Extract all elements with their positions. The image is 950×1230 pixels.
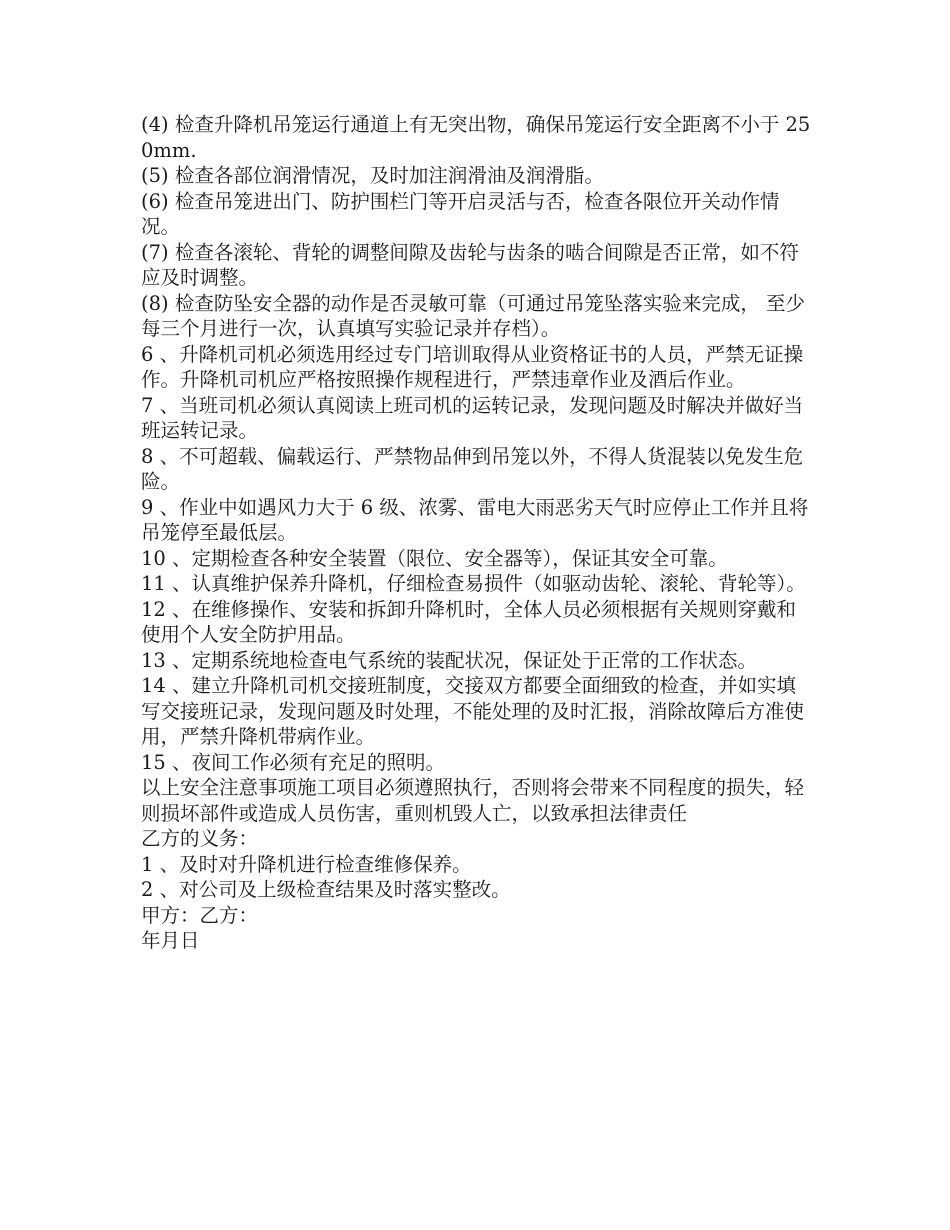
rule-10: 10 、定期检查各种安全装置（限位、安全器等），保证其安全可靠。 <box>141 546 728 570</box>
date-line: 年月日 <box>141 929 200 952</box>
signature-line: 甲方：乙方： <box>141 903 259 927</box>
rule-9: 9 、作业中如遇风力大于 6 级、浓雾、雷电大雨恶劣天气时应停止工作并且将吊笼停至最低层。 <box>141 495 809 544</box>
rule-15: 15 、夜间工作必须有充足的照明。 <box>141 750 446 774</box>
inspection-item-7: (7) 检查各滚轮、背轮的调整间隙及齿轮与齿条的啮合间隙是否正常，如不符应及时调整。 <box>141 240 799 289</box>
rule-6: 6 、升降机司机必须选用经过专门培训取得从业资格证书的人员，严禁无证操作。升降机司机应严格按照操作规程进行，严禁违章作业及酒后作业。 <box>141 342 804 391</box>
inspection-item-8: (8) 检查防坠安全器的动作是否灵敏可靠（可通过吊笼坠落实验来完成， 至少每三个月进行一次，认真填写实验记录并存档）。 <box>141 291 806 340</box>
rule-14: 14 、建立升降机司机交接班制度，交接双方都要全面细致的检查，并如实填写交接班记录，发现问题及时处理，不能处理的及时汇报，消除故障后方准使用，严禁升降机带病作业。 <box>141 674 805 748</box>
safety-statement: 以上安全注意事项施工项目必须遵照执行，否则将会带来不同程度的损失，轻则损坏部件或造成人员伤害，重则机毁人亡，以致承担法律责任 <box>141 776 805 825</box>
rule-12: 12 、在维修操作、安装和拆卸升降机时，全体人员必须根据有关规则穿戴和使用个人安全防护用品。 <box>141 597 797 646</box>
inspection-item-6: (6) 检查吊笼进出门、防护围栏门等开启灵活与否，检查各限位开关动作情况。 <box>141 189 780 238</box>
party-b-duties-heading: 乙方的义务： <box>141 827 259 850</box>
inspection-item-4: (4) 检查升降机吊笼运行通道上有无突出物，确保吊笼运行安全距离不小于 250mm. <box>141 113 811 162</box>
rule-8: 8 、不可超载、偏载运行、严禁物品伸到吊笼以外，不得人货混装以免发生危险。 <box>141 444 804 493</box>
rule-13: 13 、定期系统地检查电气系统的装配状况，保证处于正常的工作状态。 <box>141 648 758 672</box>
rule-11: 11 、认真维护保养升降机，仔细检查易损件（如驱动齿轮、滚轮、背轮等）。 <box>141 572 806 595</box>
party-b-duty-1: 1 、及时对升降机进行检查维修保养。 <box>141 852 472 876</box>
party-b-duty-2: 2 、对公司及上级检查结果及时落实整改。 <box>141 878 511 901</box>
rule-7: 7 、当班司机必须认真阅读上班司机的运转记录，发现问题及时解决并做好当班运转记录。 <box>141 393 804 442</box>
document-body <box>141 112 813 954</box>
inspection-item-5: (5) 检查各部位润滑情况，及时加注润滑油及润滑脂。 <box>141 164 604 187</box>
